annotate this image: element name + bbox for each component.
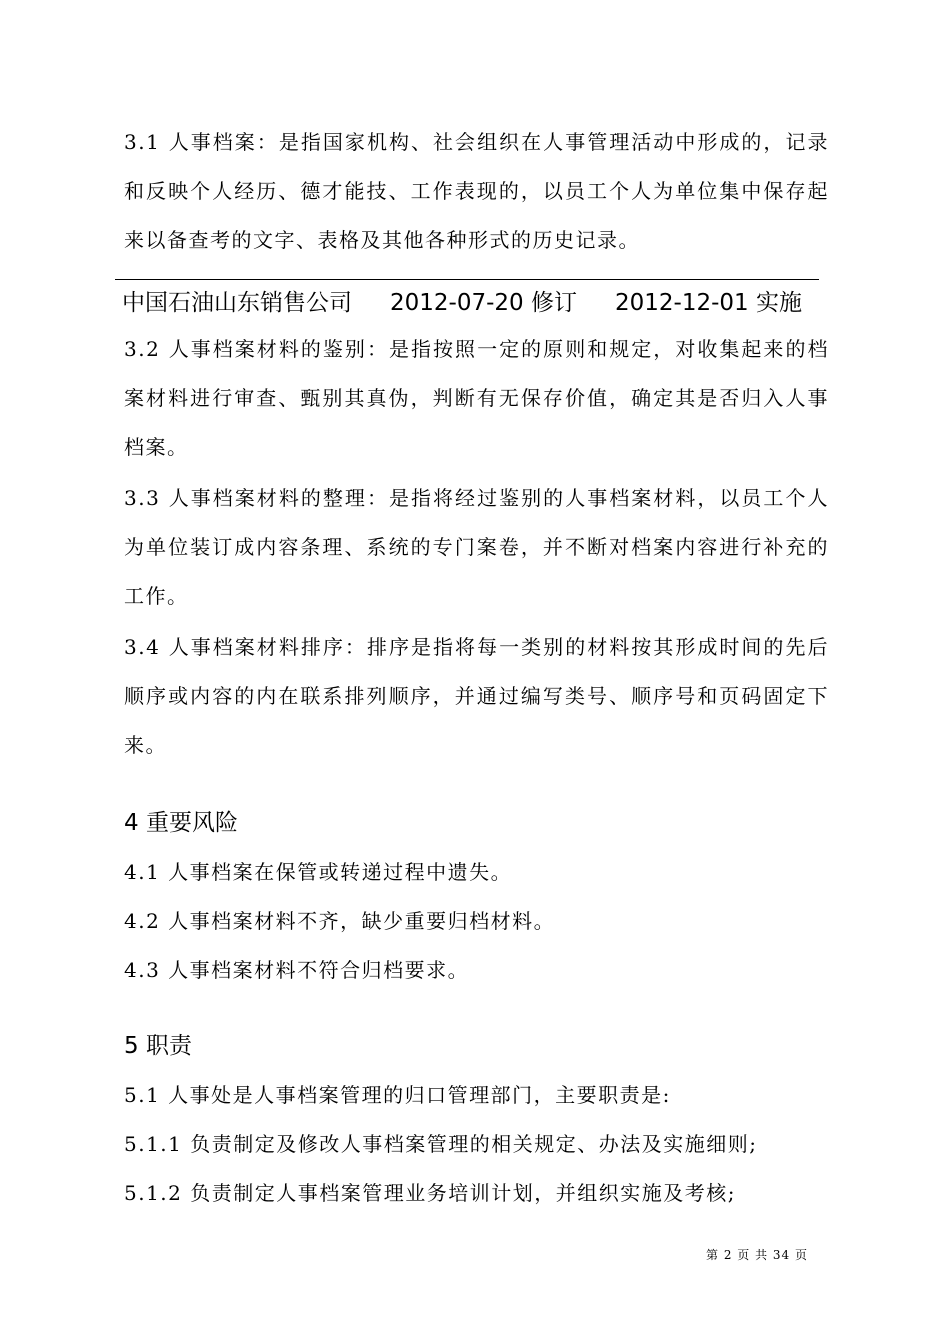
section-5-1-2-item: 5.1.2 负责制定人事档案管理业务培训计划，并组织实施及考核; xyxy=(124,1181,736,1205)
header-effective-date: 2012-12-01 实施 xyxy=(614,290,802,316)
page-number-footer: 第 2 页 共 34 页 xyxy=(706,1248,808,1262)
section-5-1-item: 5.1 人事处是人事档案管理的归口管理部门，主要职责是: xyxy=(124,1083,671,1107)
section-3-1-paragraph: 3.1 人事档案：是指国家机构、社会组织在人事管理活动中形成的，记录和反映个人经历、德才能技、工作表现的，以员工个人为单位集中保存起来以备查考的文字、表格及其他各种形式的历史记录。 xyxy=(124,130,829,252)
section-4-2-item: 4.2 人事档案材料不齐，缺少重要归档材料。 xyxy=(124,909,556,933)
header-revised-date: 2012-07-20 修订 xyxy=(390,290,577,316)
header-divider xyxy=(115,279,819,280)
header-company: 中国石油山东销售公司 xyxy=(122,290,352,316)
section-3-3-paragraph: 3.3 人事档案材料的整理：是指将经过鉴别的人事档案材料，以员工个人为单位装订成内容条理、系统的专门案卷，并不断对档案内容进行补充的工作。 xyxy=(124,486,829,608)
section-3-2-paragraph: 3.2 人事档案材料的鉴别：是指按照一定的原则和规定，对收集起来的档案材料进行审查、甄别其真伪，判断有无保存价值，确定其是否归入人事档案。 xyxy=(124,337,829,459)
section-5-1-1-item: 5.1.1 负责制定及修改人事档案管理的相关规定、办法及实施细则; xyxy=(124,1132,758,1156)
section-4-3-item: 4.3 人事档案材料不符合归档要求。 xyxy=(124,958,470,982)
section-3-4-paragraph: 3.4 人事档案材料排序：排序是指将每一类别的材料按其形成时间的先后顺序或内容的内在联系排列顺序，并通过编写类号、顺序号和页码固定下来。 xyxy=(124,635,829,757)
document-header xyxy=(122,288,802,318)
section-5-heading: 5 职责 xyxy=(124,1033,192,1059)
section-4-1-item: 4.1 人事档案在保管或转递过程中遗失。 xyxy=(124,860,513,884)
section-4-heading: 4 重要风险 xyxy=(124,810,238,836)
